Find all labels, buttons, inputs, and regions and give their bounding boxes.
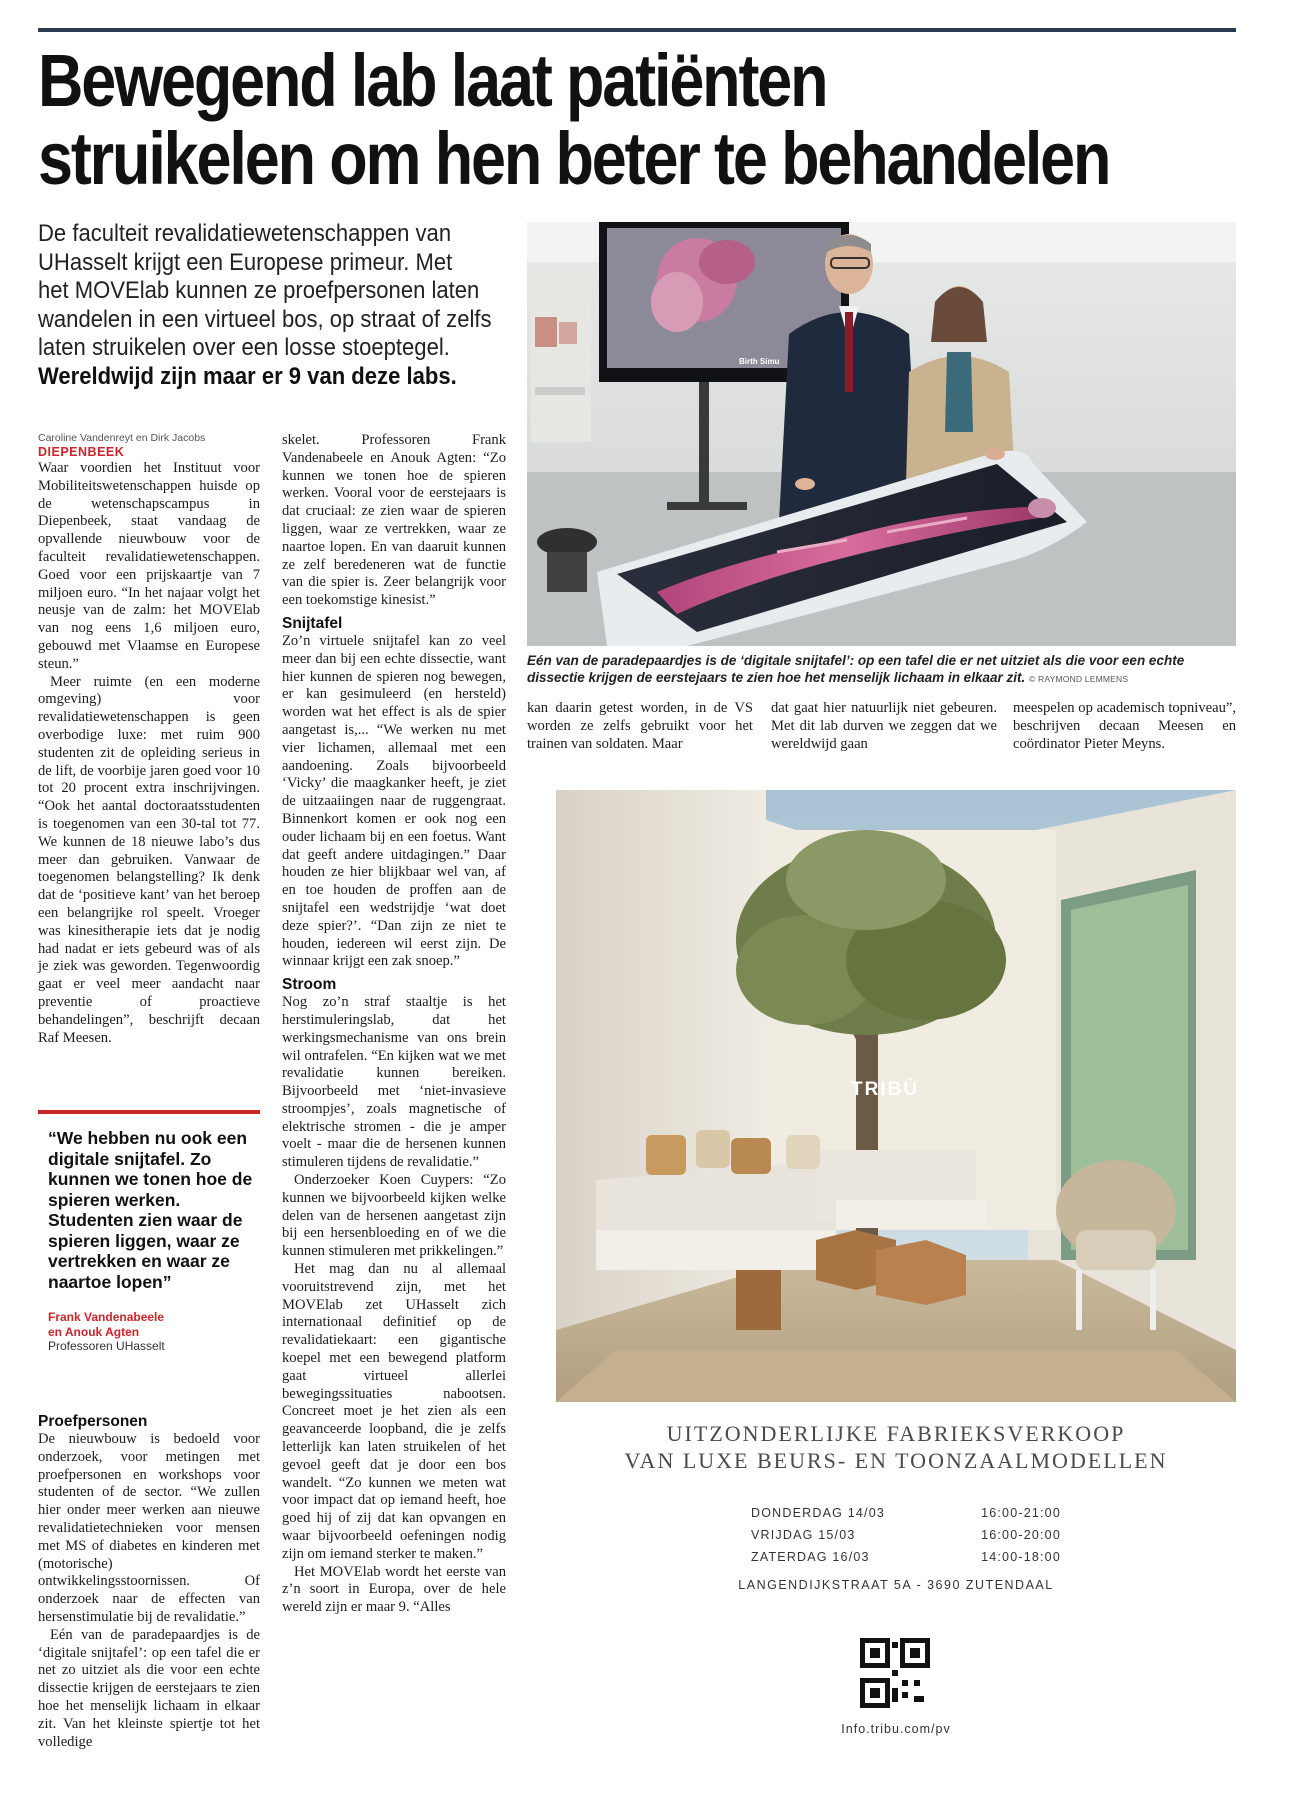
schedule-time: 16:00-20:00 <box>981 1528 1061 1542</box>
ad-address: LANGENDIJKSTRAAT 5A - 3690 ZUTENDAAL <box>738 1578 1054 1592</box>
ad-brand-logo: TRIBÙ <box>851 1079 920 1100</box>
column-2 <box>282 432 506 1617</box>
col2-paragraph: Het mag dan nu al allemaal vooruitstrevend zijn, met het MOVElab zet UHasselt zich internationaal definitief op de revalidatiekaart: een gigantische koepel met een bewegend platform gaat virtueel allerlei bewegingssituaties nabootsen. Concreet moet je het zien als een geavanceerde loopband, die je zelfs letterlijk kan laten struikelen of het gevoel geeft dat je door een bos wandelt. “Zo kunnen we meten wat voor impact dat op iemand heeft, hoe goed hij of zij dat kan opvangen en waar bijvoorbeeld oefeningen nodig zijn om iemand sterker te maken.” <box>282 1261 506 1562</box>
headline-line-1: Bewegend lab laat patiënten <box>38 39 827 122</box>
photo-credit: © RAYMOND LEMMENS <box>1029 674 1129 684</box>
column-4 <box>771 700 997 753</box>
col3-paragraph: kan daarin getest worden, in de VS worden ze zelfs gebruikt voor het trainen van soldaten. Maar <box>527 700 753 752</box>
schedule-row <box>751 1546 1061 1568</box>
screen-label: Birth Simu <box>739 357 780 366</box>
col1-paragraph: Meer ruimte (en een moderne omgeving) voor revalidatiewetenschappen is geen overbodige luxe: met ruim 900 studenten zit de opleiding serieus in de lift, de voorbije jaren goed voor 10 tot 20 procent extra inschrijvingen. “Ook het aantal doctoraatsstudenten is toegenomen van een 30-tal tot 77. We kunnen de 18 nieuwe labo’s dus meer dan gebruiken. Vanwaar de toegenomen belangstelling? Ik denk dat de ‘positieve kant’ van het beroep een belangrijke rol speelt. Vroeger was kinesitherapie iets dat je nodig had nadat er iets gebeurd was of als je ziek was geworden. Tegenwoordig gaat er veel meer aandacht naar preventie of proactieve behandelingen”, beschrijft decaan Raf Meesen. <box>38 673 260 1046</box>
schedule-time: 14:00-18:00 <box>981 1550 1061 1564</box>
col4-paragraph: dat gaat hier natuurlijk niet gebeuren. Met dit lab durven we zeggen dat we wereldwijd gaan <box>771 700 997 752</box>
intro-line: UHasselt krijgt een Europese primeur. Met <box>38 248 453 276</box>
col2-paragraph: Nog zo’n straf staaltje is het herstimuleringslab, dat het werkingsmechanisme van ons brein wil ontrafelen. “En kijken wat we met revalidatie kunnen bereiken. Bijvoorbeeld met ‘niet-invasieve stroompjes’, zoals magnetische of elektrische stromen - die je amper voelt - maar die de hersenen kunnen stimuleren tijdens de revalidatie.” <box>282 994 506 1171</box>
ad-url[interactable]: Info.tribu.com/pv <box>841 1722 951 1736</box>
ad-title-line: UITZONDERLIJKE FABRIEKSVERKOOP <box>666 1421 1126 1446</box>
byline: Caroline Vandenreyt en Dirk Jacobs <box>38 432 206 444</box>
ad-photo-illustration <box>556 790 1236 1402</box>
article-intro <box>38 220 492 391</box>
quote-rule <box>38 1110 260 1114</box>
quote-author-line: en Anouk Agten <box>48 1324 140 1339</box>
photo-caption <box>527 652 1236 688</box>
quote-author <box>38 1310 260 1339</box>
subheading-snijtafel: Snijtafel <box>282 614 343 632</box>
quote-role: Professoren UHasselt <box>48 1339 165 1353</box>
pull-quote <box>38 1110 260 1370</box>
schedule-day: DONDERDAG 14/03 <box>751 1506 886 1520</box>
intro-bold-line: Wereldwijd zijn maar er 9 van deze labs. <box>38 362 457 390</box>
col2-paragraph: Het MOVElab wordt het eerste van z’n soort in Europa, over de hele wereld zijn er maar 9. “Alles <box>282 1563 506 1616</box>
top-rule <box>38 28 1236 32</box>
column-1b <box>38 1408 260 1751</box>
column-3 <box>527 700 753 753</box>
schedule-day: ZATERDAG 16/03 <box>751 1550 870 1564</box>
col5-paragraph: meespelen op academisch topniveau”, beschrijven decaan Meesen en coördinator Pieter Meyns. <box>1013 700 1236 752</box>
col2-paragraph: Onderzoeker Koen Cuypers: “Zo kunnen we bijvoorbeeld kijken welke delen van de hersenen aangetast zijn bij een hersenbloeding en of we die kunnen stimuleren met prikkelingen.” <box>282 1172 506 1260</box>
col1b-paragraph: Eén van de paradepaardjes is de ‘digitale snijtafel’: op een tafel die er net zo uitziet als die voor een echte dissectie krijgen de eerstejaars te zien hoe het menselijk lichaam in elkaar zit. Van het kleinste spiertje tot het volledige <box>38 1626 260 1750</box>
dateline: DIEPENBEEK <box>38 445 125 459</box>
col1b-paragraph: De nieuwbouw is bedoeld voor onderzoek, voor metingen met proefpersonen en workshops voor studenten of de sector. “We zullen hier onder meer werken aan nieuwe revalidatietechnieken voor mensen met MS of diabetes en kinderen met (motorische) ontwikkelingsstoornissen. Of onderzoek naar de effecten van hersenstimulatie bij de revalidatie.” <box>38 1431 260 1625</box>
lab-photo-illustration <box>527 222 1236 646</box>
ad-schedule <box>751 1502 1061 1568</box>
quote-text: “We hebben nu ook een digitale snijtafel. Zo kunnen we tonen hoe de spieren werken. Studenten zien waar de spieren liggen, waar ze vertrekken en waar ze naartoe lopen” <box>48 1128 253 1292</box>
ad-patio-photo <box>556 790 1236 1402</box>
article-headline <box>38 39 1110 200</box>
quote-author-line: Frank Vandenabeele <box>48 1310 165 1324</box>
intro-line: wandelen in een virtueel bos, op straat of zelfs <box>38 305 492 333</box>
intro-line: het MOVElab kunnen ze proefpersonen laten <box>38 277 480 304</box>
lab-photo <box>527 222 1236 646</box>
col2-paragraph: Zo’n virtuele snijtafel kan zo veel meer dan bij een echte dissectie, want hier kunnen de spieren nog bewegen, er kan gesimuleerd (en hersteld) worden wat het effect is als de spier aangetast is,... “We werken nu met vier lichamen, allemaal met een aandoening. Zoals bijvoorbeeld ‘Vicky’ die maagkanker heeft, je ziet de uitzaaiingen naar de ruggengraat. Binnenkort komen er ook nog een ouder lichaam bij en een foetus. Want dat geeft andere uitdagingen.” Daar houden ze hier blijkbaar wel van, af en toe houden de proffen aan de snijtafel een wedstrijdje ‘wat doet deze spier?’. “Dan zijn ze niet te houden, iedereen wil eerst zijn. De winnaar krijgt een zak snoep.” <box>282 632 506 970</box>
subheading-proefpersonen: Proefpersonen <box>38 1413 148 1430</box>
ad-title-line: VAN LUXE BEURS- EN TOONZAALMODELLEN <box>624 1448 1168 1473</box>
col1-paragraph: Waar voordien het Instituut voor Mobiliteitswetenschappen huisde op de wetenschapscampus in Diepenbeek, staat vandaag de opvallende nieuwbouw voor de faculteit revalidatiewetenschappen. Goed voor een prijskaartje van 7 miljoen euro. “In het najaar volgt het neusje van de zalm: het MOVElab van nog eens 1,6 miljoen euro, gebouwd met Vlaamse en Europese steun.” <box>38 460 260 672</box>
schedule-day: VRIJDAG 15/03 <box>751 1528 856 1542</box>
column-5 <box>1013 700 1236 753</box>
schedule-time: 16:00-21:00 <box>981 1506 1061 1520</box>
tribu-advertisement <box>556 790 1236 1782</box>
ad-title <box>556 1420 1236 1474</box>
schedule-row <box>751 1524 1061 1546</box>
qr-code-icon[interactable] <box>860 1638 930 1708</box>
subheading-stroom: Stroom <box>282 976 337 994</box>
headline-line-2: struikelen om hen beter te behandelen <box>38 117 1110 200</box>
caption-text: Eén van de paradepaardjes is de ‘digitale snijtafel’: op een tafel die er net uitziet als die voor een echte dissectie krijgen de eerstejaars te zien hoe het menselijk lichaam in elkaar zit. <box>527 653 1185 685</box>
intro-line: laten struikelen over een losse stoeptegel. <box>38 334 450 361</box>
schedule-row <box>751 1502 1061 1524</box>
intro-line: De faculteit revalidatiewetenschappen van <box>38 220 452 247</box>
col2-paragraph: skelet. Professoren Frank Vandenabeele en Anouk Agten: “Zo kunnen we tonen hoe de spieren werken. Vooral voor de eerstejaars is dat cruciaal: ze zien waar de spieren liggen, waar ze vertrekken, waar ze naartoe lopen. En van daaruit kunnen ze zelf beredeneren wat de functie van die spier is. Zeer belangrijk voor een toekomstige kinesist.” <box>282 432 506 609</box>
column-1 <box>38 432 260 1047</box>
